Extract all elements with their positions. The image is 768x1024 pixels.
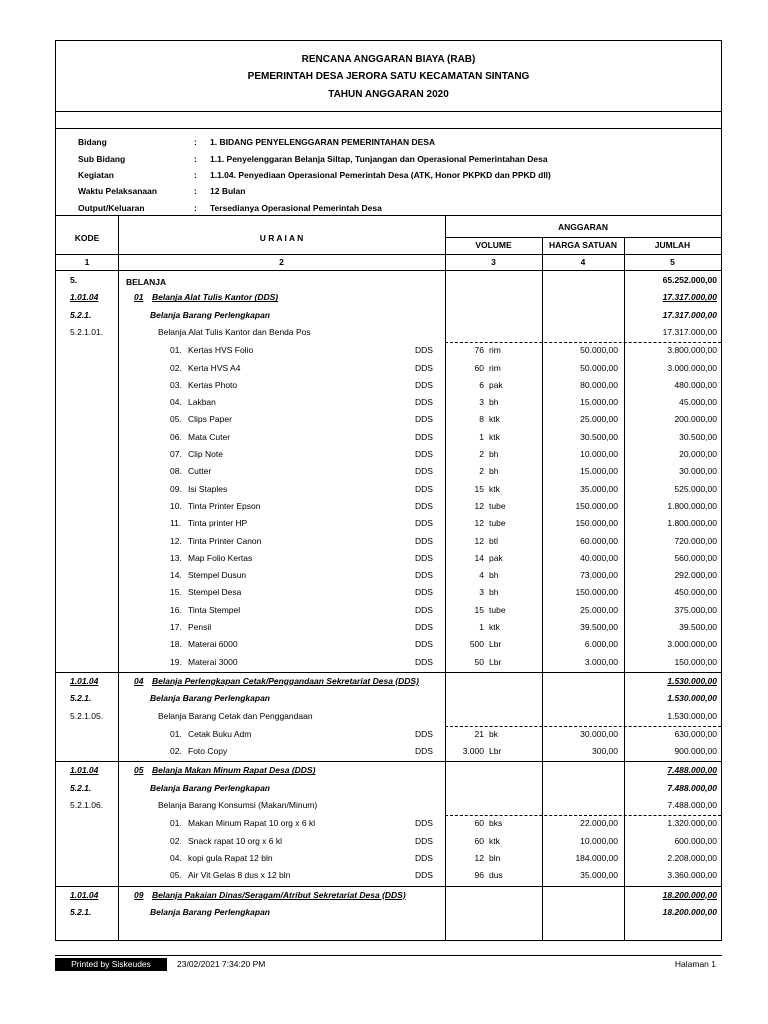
table-row [56, 342, 721, 359]
row-source: DDS [415, 397, 433, 408]
info-colon: : [194, 137, 197, 147]
row-volume: 1 [479, 622, 484, 632]
info-value: 1.1. Penyelenggaran Belanja Siltap, Tunjangan dan Operasional Pemerintahan Desa [210, 154, 548, 164]
row-volume: 76 [474, 345, 484, 356]
row-volume: 96 [474, 870, 484, 881]
row-volume: 21 [474, 728, 484, 739]
row-volume: 12 [474, 852, 484, 863]
row-jumlah: 720.000,00 [674, 535, 717, 546]
row-item-number: 01. [170, 728, 182, 739]
table-row [56, 533, 721, 550]
table-row [56, 762, 721, 779]
document-title-block [56, 41, 721, 111]
row-kode: 1.01.04 [70, 889, 99, 900]
table-row [56, 289, 721, 306]
table-row [56, 690, 721, 707]
row-jumlah: 1.800.000,00 [667, 500, 717, 511]
row-satuan: bh [489, 587, 499, 598]
row-volume: 60 [474, 362, 484, 373]
row-jumlah: 18.200.000,00 [662, 889, 717, 900]
divider [56, 254, 721, 255]
row-jumlah: 39.500,00 [679, 622, 717, 632]
row-volume: 15 [474, 604, 484, 615]
row-uraian: Kertas Photo [188, 379, 238, 390]
row-item-number: 03. [170, 379, 182, 390]
table-row [56, 887, 721, 904]
row-item-number: 06. [170, 431, 182, 442]
table-row [56, 498, 721, 515]
row-item-number: 01. [170, 818, 182, 829]
row-jumlah: 2.208.000,00 [667, 852, 717, 863]
row-jumlah: 1.530.000,00 [667, 675, 717, 686]
row-satuan: btl [489, 535, 498, 546]
row-harga: 10.000,00 [580, 835, 618, 846]
table-row [56, 726, 721, 743]
info-label: Kegiatan [78, 170, 114, 180]
row-harga: 30.000,00 [580, 728, 618, 739]
info-row [56, 170, 721, 186]
row-volume: 3 [479, 397, 484, 408]
row-jumlah: 17.317.000,00 [662, 326, 717, 337]
row-source: DDS [415, 379, 433, 390]
row-satuan: bh [489, 466, 499, 477]
row-uraian: Foto Copy [188, 746, 228, 757]
row-jumlah: 45.000,00 [679, 397, 717, 408]
row-satuan: Lbr [489, 639, 502, 650]
row-satuan: tube [489, 500, 506, 511]
row-harga: 50.000,00 [580, 362, 618, 373]
table-row [56, 446, 721, 463]
row-harga: 3.000,00 [584, 656, 618, 667]
row-kode: 5.2.1. [70, 309, 92, 320]
row-num: 09 [134, 889, 144, 900]
table-row [56, 673, 721, 690]
row-source: DDS [415, 835, 433, 846]
row-harga: 39.500,00 [580, 622, 618, 632]
row-harga: 10.000,00 [580, 449, 618, 459]
row-uraian: Clip Note [188, 449, 223, 459]
row-volume: 2 [479, 466, 484, 477]
row-item-number: 09. [170, 483, 182, 494]
row-satuan: ktk [489, 483, 500, 494]
row-uraian: Belanja Makan Minum Rapat Desa (DDS) [152, 765, 316, 776]
row-item-number: 07. [170, 449, 182, 459]
row-uraian: Pensil [188, 622, 212, 632]
header-col-number: 2 [279, 257, 284, 267]
row-uraian: Materai 6000 [188, 639, 238, 650]
row-uraian: Cutter [188, 466, 212, 477]
row-source: DDS [415, 746, 433, 757]
row-source: DDS [415, 728, 433, 739]
info-row [56, 186, 721, 202]
row-kode: 5.2.1.01. [70, 326, 104, 337]
table-row [56, 429, 721, 446]
row-kode: 5.2.1. [70, 906, 92, 917]
divider [445, 237, 721, 238]
row-source: DDS [415, 431, 433, 442]
row-num: 05 [134, 765, 144, 776]
row-satuan: rim [489, 345, 501, 356]
row-jumlah: 17.317.000,00 [662, 292, 717, 303]
table-row [56, 377, 721, 394]
page-number: Halaman 1 [674, 959, 716, 969]
table-row [56, 411, 721, 428]
row-volume: 1 [479, 431, 484, 442]
row-satuan: bk [489, 728, 498, 739]
info-row [56, 137, 721, 153]
row-item-number: 08. [170, 466, 182, 477]
header-uraian: U R A I A N [259, 233, 304, 243]
header-col-number: 5 [670, 257, 675, 267]
row-source: DDS [415, 622, 433, 632]
row-source: DDS [415, 656, 433, 667]
header-anggaran: ANGGARAN [557, 222, 609, 232]
row-uraian: Clips Paper [188, 414, 232, 425]
row-uraian: Materai 3000 [188, 656, 238, 667]
row-kode: 5.2.1.05. [70, 710, 104, 721]
row-harga: 25.000,00 [580, 604, 618, 615]
row-harga: 60.000,00 [580, 535, 618, 546]
row-jumlah: 18.200.000,00 [662, 906, 717, 917]
info-colon: : [194, 186, 197, 196]
row-item-number: 04. [170, 397, 182, 408]
row-source: DDS [415, 483, 433, 494]
row-kode: 1.01.04 [70, 292, 99, 303]
row-source: DDS [415, 570, 433, 581]
info-label: Bidang [78, 137, 107, 147]
row-item-number: 14. [170, 570, 182, 581]
divider [56, 111, 721, 112]
row-harga: 30.500,00 [580, 431, 618, 442]
row-satuan: Lbr [489, 746, 502, 757]
row-uraian: Belanja Barang Perlengkapan [150, 309, 270, 320]
header-jumlah: JUMLAH [654, 240, 691, 250]
table-row [56, 904, 721, 921]
row-harga: 50.000,00 [580, 345, 618, 356]
row-harga: 150.000,00 [575, 587, 618, 598]
row-item-number: 17. [170, 622, 182, 632]
row-jumlah: 480.000,00 [674, 379, 717, 390]
row-jumlah: 630.000,00 [674, 728, 717, 739]
row-satuan: bln [489, 852, 501, 863]
table-row [56, 324, 721, 341]
title-line-1: RENCANA ANGGARAN BIAYA (RAB) [301, 54, 476, 65]
row-satuan: tube [489, 518, 506, 529]
row-satuan: ktk [489, 622, 500, 632]
table-row [56, 815, 721, 832]
row-uraian: Belanja Alat Tulis Kantor (DDS) [152, 292, 279, 303]
info-label: Sub Bidang [78, 154, 126, 164]
row-item-number: 10. [170, 500, 182, 511]
row-item-number: 11. [170, 518, 182, 529]
row-harga: 35.000,00 [580, 483, 618, 494]
row-jumlah: 600.000,00 [674, 835, 717, 846]
table-row [56, 272, 721, 289]
row-source: DDS [415, 870, 433, 881]
row-jumlah: 200.000,00 [674, 414, 717, 425]
row-uraian: Belanja Barang Konsumsi (Makan/Minum) [158, 800, 318, 810]
row-jumlah: 30.500,00 [679, 431, 717, 442]
row-source: DDS [415, 449, 433, 459]
title-line-3: TAHUN ANGGARAN 2020 [328, 89, 449, 100]
footer [55, 958, 722, 972]
row-uraian: Air Vit Gelas 8 dus x 12 bln [188, 870, 291, 881]
row-harga: 22.000,00 [580, 818, 618, 829]
row-volume: 60 [474, 835, 484, 846]
info-colon: : [194, 154, 197, 164]
header-kode: KODE [74, 233, 100, 243]
row-jumlah: 292.000,00 [674, 570, 717, 581]
row-jumlah: 7.488.000,00 [667, 800, 717, 810]
rab-document [55, 40, 722, 941]
row-jumlah: 1.320.000,00 [667, 818, 717, 829]
info-row [56, 203, 721, 219]
row-uraian: Map Folio Kertas [188, 552, 253, 563]
header-col-number: 1 [84, 257, 90, 267]
row-item-number: 02. [170, 835, 182, 846]
row-jumlah: 30.000,00 [679, 466, 717, 477]
table-row [56, 850, 721, 867]
table-row [56, 654, 721, 671]
row-harga: 150.000,00 [575, 500, 618, 511]
row-volume: 14 [474, 552, 484, 563]
row-satuan: bh [489, 449, 499, 459]
row-volume: 12 [474, 518, 484, 529]
row-satuan: ktk [489, 414, 500, 425]
header-col-number: 4 [580, 257, 586, 267]
row-jumlah: 3.360.000,00 [667, 870, 717, 881]
row-source: DDS [415, 345, 433, 356]
row-source: DDS [415, 852, 433, 863]
info-colon: : [194, 203, 197, 213]
row-uraian: Belanja Barang Perlengkapan [150, 693, 270, 704]
row-jumlah: 1.530.000,00 [667, 693, 717, 704]
row-item-number: 01. [170, 345, 182, 356]
table-row [56, 584, 721, 601]
print-date: 23/02/2021 7:34:20 PM [177, 959, 266, 969]
table-row [56, 567, 721, 584]
row-item-number: 16. [170, 604, 182, 615]
row-item-number: 12. [170, 535, 182, 546]
row-harga: 300,00 [592, 746, 618, 757]
row-jumlah: 1.800.000,00 [667, 518, 717, 529]
row-volume: 12 [474, 535, 484, 546]
row-volume: 3.000 [462, 746, 484, 757]
row-volume: 15 [474, 483, 484, 494]
row-volume: 3 [479, 587, 484, 598]
row-source: DDS [415, 818, 433, 829]
row-satuan: ktk [489, 835, 500, 846]
row-source: DDS [415, 604, 433, 615]
row-item-number: 18. [170, 639, 182, 650]
row-jumlah: 3.800.000,00 [667, 345, 717, 356]
row-kode: 5. [70, 275, 78, 285]
row-harga: 6.000,00 [584, 639, 618, 650]
table-row [56, 515, 721, 532]
footer-rule [55, 955, 722, 956]
table-row [56, 463, 721, 480]
row-item-number: 02. [170, 362, 182, 373]
info-label: Output/Keluaran [78, 203, 145, 213]
table-row [56, 360, 721, 377]
table-row [56, 550, 721, 567]
row-jumlah: 375.000,00 [674, 604, 717, 615]
row-uraian: Belanja Pakaian Dinas/Seragam/Atribut Sekretariat Desa (DDS) [152, 889, 406, 900]
row-uraian: Mata Cuter [188, 431, 231, 442]
row-uraian: Kertas HVS Folio [188, 345, 254, 356]
printed-by-label: Printed by Siskeudes [55, 958, 167, 971]
row-item-number: 13. [170, 552, 182, 563]
row-volume: 2 [479, 449, 484, 459]
row-source: DDS [415, 552, 433, 563]
row-item-number: 04. [170, 852, 182, 863]
row-source: DDS [415, 518, 433, 529]
header-col-number: 3 [491, 257, 496, 267]
row-source: DDS [415, 535, 433, 546]
row-uraian: Isi Staples [188, 483, 228, 494]
table-row [56, 394, 721, 411]
table-row [56, 636, 721, 653]
row-uraian: Snack rapat 10 org x 6 kl [188, 835, 283, 846]
row-jumlah: 17.317.000,00 [662, 309, 717, 320]
row-volume: 50 [474, 656, 484, 667]
row-satuan: Lbr [489, 656, 502, 667]
row-harga: 73.000,00 [580, 570, 618, 581]
row-uraian: Lakban [188, 397, 216, 408]
row-source: DDS [415, 362, 433, 373]
row-volume: 4 [479, 570, 484, 581]
table-row [56, 797, 721, 814]
row-satuan: bks [489, 818, 503, 829]
row-item-number: 19. [170, 656, 182, 667]
divider [56, 128, 721, 129]
row-harga: 35.000,00 [580, 870, 618, 881]
info-value: 1.1.04. Penyediaan Operasional Pemerintah Desa (ATK, Honor PKPKD dan PPKD dll) [210, 170, 551, 180]
row-satuan: pak [489, 379, 503, 390]
divider [56, 270, 721, 271]
row-kode: 5.2.1. [70, 782, 92, 793]
row-source: DDS [415, 500, 433, 511]
table-row [56, 619, 721, 636]
table-row [56, 780, 721, 797]
divider [56, 215, 721, 216]
row-uraian: Belanja Perlengkapan Cetak/Penggandaan Sekretariat Desa (DDS) [152, 675, 419, 686]
row-uraian: Belanja Barang Perlengkapan [150, 906, 270, 917]
row-item-number: 05. [170, 414, 182, 425]
row-kode: 5.2.1.06. [70, 800, 104, 810]
row-satuan: dus [489, 870, 503, 881]
row-volume: 6 [479, 379, 484, 390]
row-uraian: Belanja Barang Perlengkapan [150, 782, 270, 793]
header-volume: VOLUME [475, 240, 512, 250]
row-harga: 150.000,00 [575, 518, 618, 529]
row-volume: 8 [479, 414, 484, 425]
row-jumlah: 65.252.000,00 [662, 275, 717, 285]
table-row [56, 481, 721, 498]
title-line-2: PEMERINTAH DESA JERORA SATU KECAMATAN SINTANG [247, 71, 530, 82]
row-harga: 40.000,00 [580, 552, 618, 563]
table-row [56, 867, 721, 884]
row-kode: 1.01.04 [70, 675, 99, 686]
row-satuan: ktk [489, 431, 500, 442]
row-uraian: Tinta Stempel [188, 604, 241, 615]
table-row [56, 833, 721, 850]
row-satuan: pak [489, 552, 503, 563]
info-row [56, 154, 721, 170]
row-satuan: bh [489, 397, 499, 408]
row-satuan: rim [489, 362, 501, 373]
row-satuan: bh [489, 570, 499, 581]
row-uraian: Makan Minum Rapat 10 org x 6 kl [188, 818, 316, 829]
row-item-number: 15. [170, 587, 182, 598]
row-source: DDS [415, 587, 433, 598]
info-label: Waktu Pelaksanaan [78, 186, 158, 196]
row-jumlah: 150.000,00 [674, 656, 717, 667]
header-harga-satuan: HARGA SATUAN [549, 240, 617, 250]
row-item-number: 05. [170, 870, 182, 881]
row-kode: 5.2.1. [70, 693, 92, 704]
row-satuan: tube [489, 604, 506, 615]
table-row [56, 708, 721, 725]
row-harga: 25.000,00 [580, 414, 618, 425]
row-jumlah: 525.000,00 [674, 483, 717, 494]
row-num: 01 [134, 292, 144, 303]
row-uraian: Stempel Dusun [188, 570, 247, 581]
row-source: DDS [415, 414, 433, 425]
info-value: 1. BIDANG PENYELENGGARAN PEMERINTAHAN DESA [210, 137, 436, 147]
table-row [56, 602, 721, 619]
row-jumlah: 560.000,00 [674, 552, 717, 563]
row-uraian: Belanja Barang Cetak dan Penggandaan [158, 710, 313, 721]
row-source: DDS [415, 639, 433, 650]
row-harga: 80.000,00 [580, 379, 618, 390]
row-volume: 60 [474, 818, 484, 829]
row-harga: 184.000,00 [575, 852, 618, 863]
info-colon: : [194, 170, 197, 180]
row-harga: 15.000,00 [580, 397, 618, 408]
row-uraian: Tinta Printer Epson [188, 500, 261, 511]
row-volume: 12 [474, 500, 484, 511]
row-jumlah: 3.000.000,00 [667, 639, 717, 650]
row-uraian: Belanja Alat Tulis Kantor dan Benda Pos [158, 326, 311, 337]
row-uraian: kopi gula Rapat 12 bln [188, 852, 273, 863]
row-uraian: BELANJA [126, 277, 167, 287]
table-row [56, 743, 721, 760]
table-row [56, 307, 721, 324]
row-num: 04 [134, 675, 144, 686]
row-source: DDS [415, 466, 433, 477]
row-jumlah: 900.000,00 [674, 746, 717, 757]
row-jumlah: 1.530.000,00 [667, 710, 717, 721]
row-uraian: Tinta printer HP [188, 518, 248, 529]
row-jumlah: 20.000,00 [679, 449, 717, 459]
row-volume: 500 [469, 639, 484, 650]
row-jumlah: 7.488.000,00 [667, 782, 717, 793]
row-item-number: 02. [170, 746, 182, 757]
row-jumlah: 7.488.000,00 [667, 765, 717, 776]
row-harga: 15.000,00 [580, 466, 618, 477]
row-uraian: Cetak Buku Adm [188, 728, 252, 739]
row-kode: 1.01.04 [70, 765, 99, 776]
row-uraian: Kerta HVS A4 [188, 362, 241, 373]
row-jumlah: 3.000.000,00 [667, 362, 717, 373]
info-value: 12 Bulan [210, 186, 246, 196]
row-jumlah: 450.000,00 [674, 587, 717, 598]
row-uraian: Tinta Printer Canon [188, 535, 262, 546]
info-value: Tersedianya Operasional Pemerintah Desa [210, 203, 382, 213]
row-uraian: Stempel Desa [188, 587, 242, 598]
